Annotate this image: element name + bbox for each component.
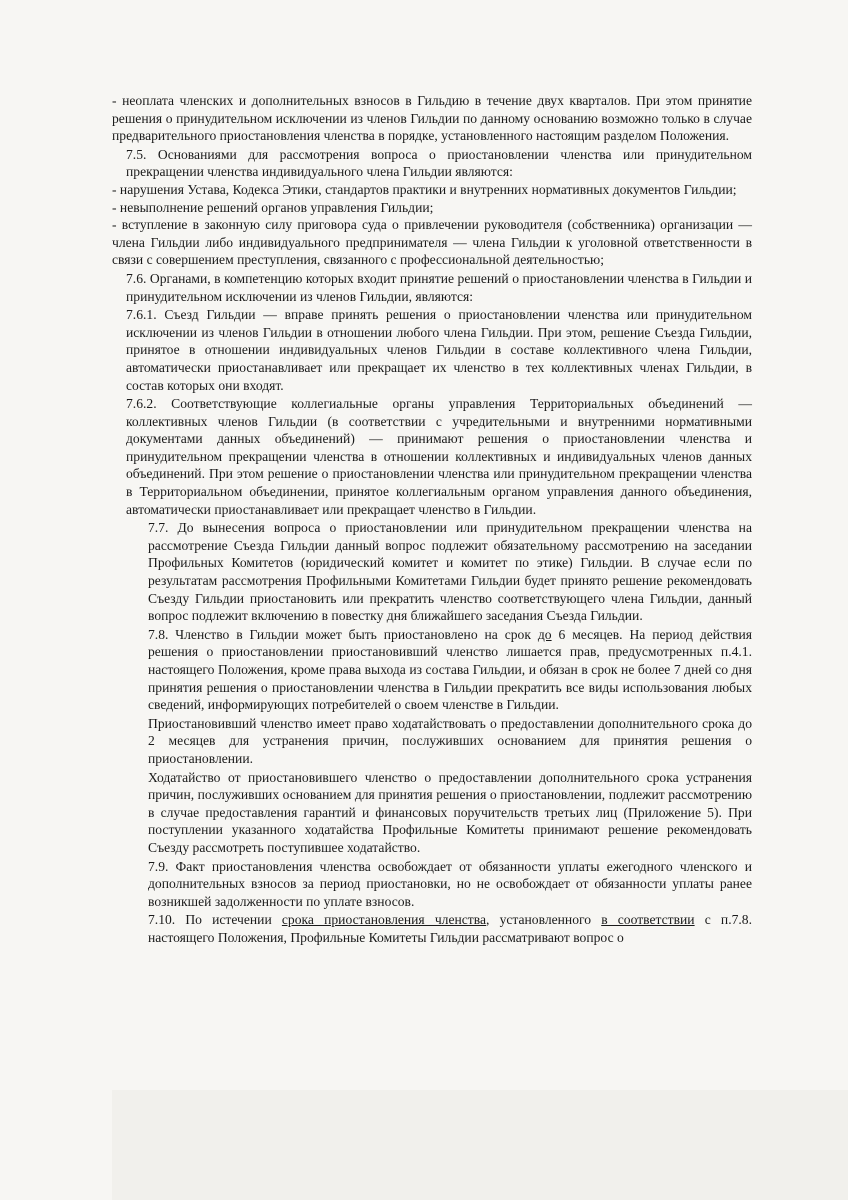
list-item-court-verdict: - вступление в законную силу приговора суда о привлечении руководителя (собственника) организации — члена Гильдии либо индивидуального предпринимателя — члена Гильдии к уголовной ответственности в связи с совершением преступления, связанного с профессиональной деятельностью;: [112, 217, 752, 268]
paragraph-7-5: 7.5. Основаниями для рассмотрения вопроса о приостановлении членства или принудительном прекращении членства индивидуального члена Гильдии являются:: [126, 146, 752, 180]
list-item-violations: - нарушения Устава, Кодекса Этики, стандартов практики и внутренних нормативных документов Гильдии;: [112, 181, 737, 197]
paragraph-7-9: 7.9. Факт приостановления членства освобождает от обязанности уплаты ежегодного членского и дополнительных взносов за период приостановки, но не освобождает от обязанности уплаты ранее возникшей задолженности по уплате взносов.: [148, 858, 752, 909]
paragraph-7-6: 7.6. Органами, в компетенцию которых входит принятие решений о приостановлении членства в Гильдии и принудительном исключении из членов Гильдии, являются:: [126, 270, 752, 304]
paragraph-extension-right: Приостановивший членство имеет право ходатайствовать о предоставлении дополнительного срока до 2 месяцев для устранения причин, послуживших основанием для принятия решения о приостановлении.: [148, 715, 752, 766]
paragraph-7-8: 7.8. Членство в Гильдии может быть приостановлено на срок до 6 месяцев. На период действия решения о приостановлении приостановивший членство лишается прав, предусмотренных п.4.1. настоящего Положения, кроме права выхода из состава Гильдии, и обязан в срок не более 7 дней со дня принятия решения о приостановлении членства в Гильдии прекратить все виды использования любых сведений, информирующих потребителей о своем членстве в Гильдии.: [148, 626, 752, 713]
paragraph-7-6-2: 7.6.2. Соответствующие коллегиальные органы управления Территориальных объединений — коллективных членов Гильдии (в соответствии с учредительными и внутренними нормативными документами данных объединений) — принимают решения о приостановлении членства и принудительном прекращении членства в отношении коллективных и индивидуальных членов данных объединений. При этом решение о приостановлении членства или принудительном прекращении членства в Территориальном объединении, принятое коллегиальным органом управления данного объединения, автоматически приостанавливает или прекращает членство в Гильдии.: [126, 396, 752, 517]
paragraph-extension-petition: Ходатайство от приостановившего членство о предоставлении дополнительного срока устранения причин, послуживших основанием для принятия решения о приостановлении, подлежит рассмотрению в случае предоставления гарантий и финансовых поручительств третьих лиц (Приложение 5). При поступлении указанного ходатайства Профильные Комитеты принимают решение рекомендовать Съезду рассмотреть поступившее ходатайство.: [148, 769, 752, 855]
document-body: [112, 92, 752, 947]
paragraph-dues-nonpayment: - неоплата членских и дополнительных взносов в Гильдию в течение двух кварталов. При этом принятие решения о принудительном исключении из членов Гильдии по данному основанию возможно только в случае предварительного приостановления членства в порядке, установленного настоящим разделом Положения.: [112, 93, 752, 144]
paragraph-7-7: 7.7. До вынесения вопроса о приостановлении или принудительном прекращении членства на рассмотрение Съезда Гильдии данный вопрос подлежит обязательному рассмотрению на заседании Профильных Комитетов (юридический комитет и комитет по этике) Гильдии. В случае если по результатам рассмотрения Профильными Комитетами Гильдии будет принято решение рекомендовать Съезду Гильдии приостановить или прекратить членство соответствующего члена Гильдии, данный вопрос подлежит включению в повестку дня ближайшего заседания Съезда Гильдии.: [148, 520, 752, 624]
list-item-nonfulfillment: - невыполнение решений органов управления Гильдии;: [112, 199, 434, 215]
paragraph-7-6-1: 7.6.1. Съезд Гильдии — вправе принять решения о приостановлении членства или принудительном исключении из членов Гильдии в отношении любого члена Гильдии. При этом, решение Съезда Гильдии, принятое в отношении индивидуальных членов Гильдии в составе коллективного члена Гильдии, автоматически приостанавливает или прекращает их членство в тех коллективных членах Гильдии, в состав которых они входят.: [126, 307, 752, 393]
paragraph-7-10: 7.10. По истечении срока приостановления членства, установленного в соответствии с п.7.8. настоящего Положения, Профильные Комитеты Гильдии рассматривают вопрос о: [148, 912, 752, 945]
scan-shade: [112, 1090, 848, 1200]
